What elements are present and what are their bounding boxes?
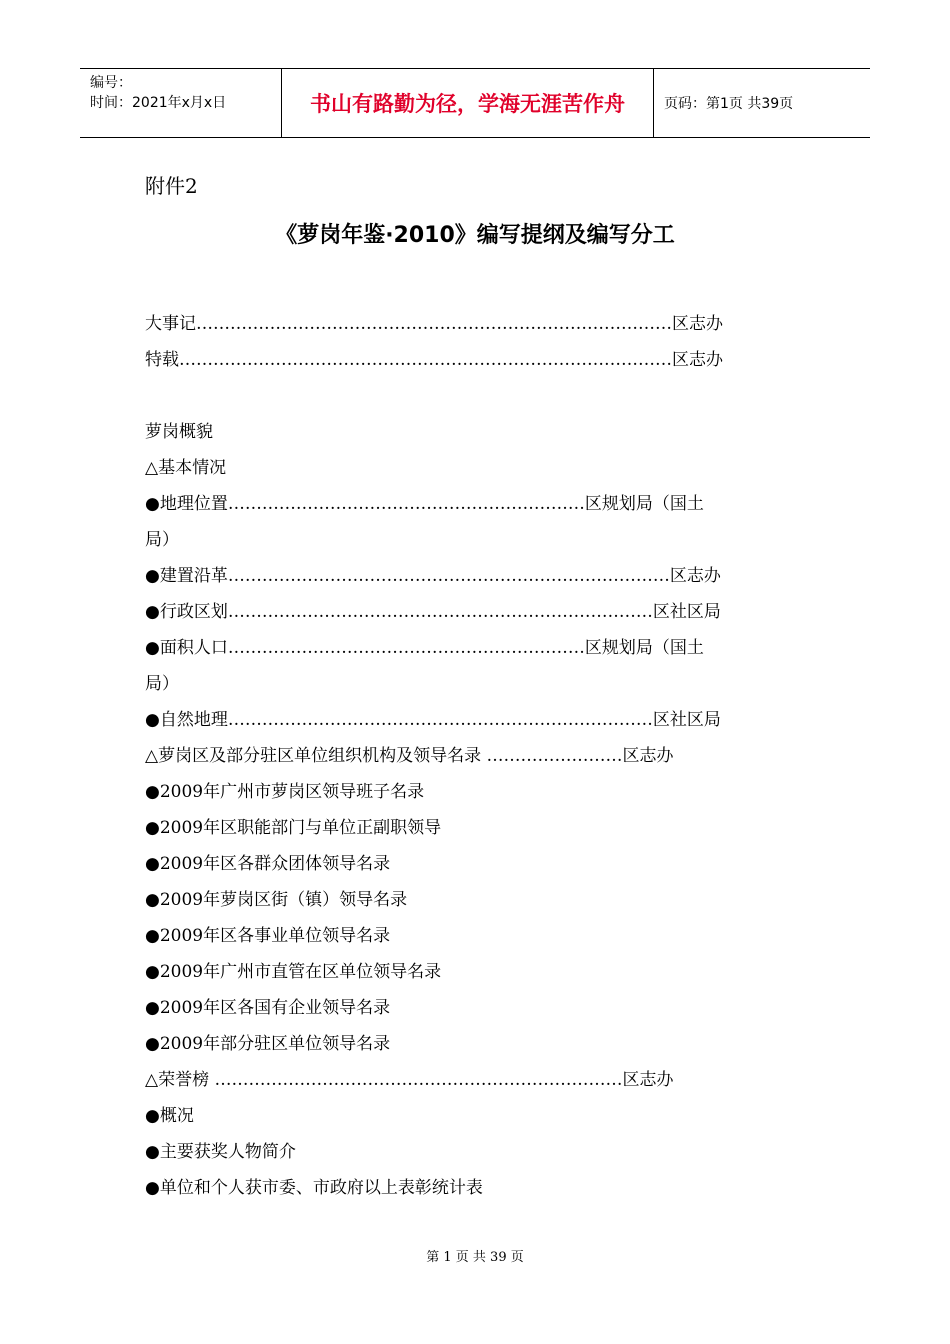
outline-line: ●2009年区各事业单位领导名录: [145, 926, 391, 946]
header-number-label: 编号：: [90, 75, 132, 91]
outline-line: ●2009年广州市萝岗区领导班子名录: [145, 782, 425, 802]
outline-line: ●自然地理…………………………………………………………………区社区局: [145, 710, 721, 730]
outline-line: ●面积人口………………………………………………………区规划局（国土: [145, 638, 704, 658]
outline-line: ●概况: [145, 1106, 194, 1126]
outline-body: [145, 306, 810, 1206]
header-time-label: 时间：2021年x月x日: [90, 95, 227, 111]
header-page-cell: [654, 69, 870, 137]
blank-spacer: [145, 378, 810, 414]
outline-subheading: △荣誉榜 ………………………………………………………………区志办: [145, 1070, 674, 1090]
page-footer: 第 1 页 共 39 页: [426, 1250, 524, 1265]
outline-line: ●2009年区职能部门与单位正副职领导: [145, 818, 442, 838]
outline-line: ●主要获奖人物简介: [145, 1142, 296, 1162]
outline-line: ●行政区划…………………………………………………………………区社区局: [145, 602, 721, 622]
outline-line: ●2009年区各国有企业领导名录: [145, 998, 391, 1018]
outline-line: ●2009年萝岗区街（镇）领导名录: [145, 890, 408, 910]
outline-line: ●单位和个人获市委、市政府以上表彰统计表: [145, 1178, 483, 1198]
outline-subheading: △基本情况: [145, 458, 227, 478]
outline-line: ●2009年区各群众团体领导名录: [145, 854, 391, 874]
annex-label: 附件2: [145, 174, 198, 198]
outline-line: 大事记…………………………………………………………………………区志办: [145, 314, 723, 334]
outline-line-continuation: 局）: [145, 530, 179, 550]
outline-line: ●2009年部分驻区单位领导名录: [145, 1034, 391, 1054]
outline-line-continuation: 局）: [145, 674, 179, 694]
outline-line: ●建置沿革……………………………………………………………………区志办: [145, 566, 721, 586]
header-page-label: 页码：第1页 共39页: [664, 96, 794, 112]
outline-line: ●2009年广州市直管在区单位领导名录: [145, 962, 442, 982]
header-meta-cell: [80, 69, 282, 137]
outline-line: ●地理位置………………………………………………………区规划局（国土: [145, 494, 704, 514]
outline-subheading: △萝岗区及部分驻区单位组织机构及领导名录 ……………………区志办: [145, 746, 674, 766]
header-motto-cell: [282, 69, 654, 137]
header-motto: 书山有路勤为径，学海无涯苦作舟: [310, 92, 625, 116]
document-title: 《萝岗年鉴·2010》编写提纲及编写分工: [275, 223, 675, 248]
section-heading: 萝岗概貌: [145, 422, 213, 442]
document-header-table: [80, 68, 870, 138]
outline-line: 特载……………………………………………………………………………区志办: [145, 350, 723, 370]
